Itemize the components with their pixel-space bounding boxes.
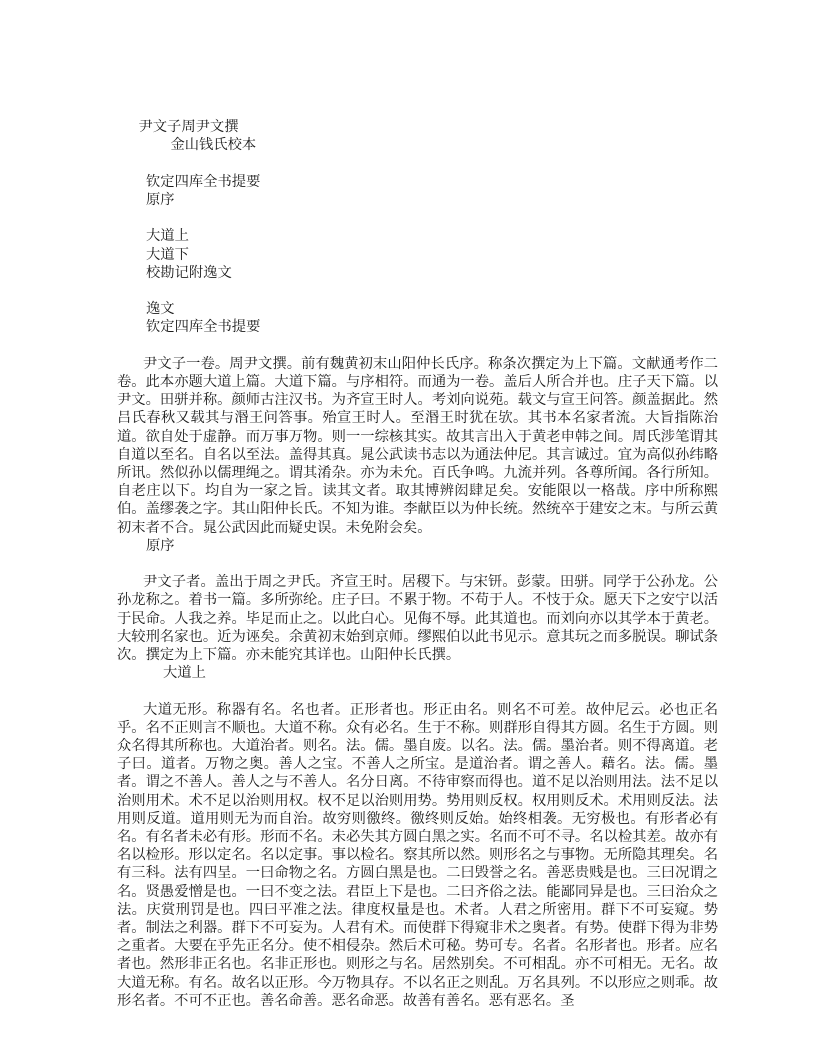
title-line	[117, 100, 718, 173]
toc-item-yiwen: 逸文	[146, 301, 175, 318]
heading-siku-tiyao: 钦定四库全书提要	[146, 173, 261, 190]
blank-line	[117, 555, 718, 573]
paragraph-dadao-shang: 大道无形。称器有名。名也者。正形者也。形正由名。则名不可差。故仲尼云。必也正名乎。名不正则言不顺也。大道不称。众有必名。生于不称。则群形自得其方圆。名生于方圆。则众名得其所称也。大道治者。则名。法。儒。墨自废。以名。法。儒。墨治者。则不得离道。老子曰。道者。万物之奥。善人之宝。不善人之所宝。是道治者。谓之善人。藉名。法。儒。墨者。谓之不善人。善人之与不善人。名分日离。不待审察而得也。道不足以治则用法。法不足以治则用术。术不足以治则用权。权不足以治则用势。势用则反权。权用则反术。术用则反法。法用则反道。道用则无为而自治。故穷则徼终。徼终则反始。始终相袭。无穷极也。有形者必有名。有名者未必有形。形而不名。未必失其方圆白黑之实。名而不可不寻。名以检其差。故亦有名以检形。形以定名。名以定事。事以检名。察其所以然。则形名之与事物。无所隐其理矣。名有三科。法有四呈。一曰命物之名。方圆白黑是也。二曰毁誉之名。善恶贵贱是也。三曰况谓之名。贤愚爱憎是也。一曰不变之法。君臣上下是也。二曰齐俗之法。能鄙同异是也。三曰治众之法。庆赏刑罚是也。四曰平准之法。律度权量是也。术者。人君之所密用。群下不可妄窥。势者。制法之利器。群下不可妄为。人君有术。而使群下得窥非术之奥者。有势。使群下得为非势之重者。大要在乎先正名分。使不相侵杂。然后术可秘。势可专。名者。名形者也。形者。应名者也。然形非正名也。名非正形也。则形之与名。居然别矣。不可相乱。亦不可相无。无名。故大道无称。有名。故名以正形。今万物具存。不以名正之则乱。万名具列。不以形应之则乖。故形名者。不可不正也。善名命善。恶名命恶。故善有善名。恶有恶名。圣	[117, 701, 718, 1009]
section-heading-dadao-shang: 大道上	[163, 665, 206, 682]
toc-item-siku-tiyao: 钦定四库全书提要	[146, 319, 261, 336]
blank-line	[117, 209, 718, 227]
section-heading-yuanxu: 原序	[146, 537, 175, 554]
book-title: 尹文子周尹文撰	[138, 119, 239, 136]
blank-line	[117, 682, 718, 700]
blank-line	[117, 337, 718, 355]
heading-yuanxu: 原序	[146, 192, 175, 209]
toc-item-jiaokanji: 校勘记附逸文	[146, 264, 232, 281]
edition-label: 金山钱氏校本	[170, 137, 257, 154]
toc-item-dadao-xia: 大道下	[146, 246, 189, 263]
paragraph-yuanxu: 尹文子者。盖出于周之尹氏。齐宣王时。居稷下。与宋钘。彭蒙。田骈。同学于公孙龙。公孙龙称之。着书一篇。多所弥纶。庄子曰。不累于物。不苟于人。不忮于众。愿天下之安宁以活于民命。人我之养。毕足而止之。以此白心。见侮不辱。此其道也。而刘向亦以其学本于黄老。大较刑名家也。近为诬矣。余黄初末始到京师。缪熙伯以此书见示。意其玩之而多脱误。聊试条次。撰定为上下篇。亦未能究其详也。山阳仲长氏撰。	[117, 574, 718, 664]
blank-line	[117, 282, 718, 300]
paragraph-siku-tiyao: 尹文子一卷。周尹文撰。前有魏黄初末山阳仲长氏序。称条次撰定为上下篇。文献通考作二卷。此本亦题大道上篇。大道下篇。与序相符。而通为一卷。盖后人所合并也。庄子天下篇。以尹文。田骈并称。颜师古注汉书。为齐宣王时人。考刘向说苑。载文与宣王问答。颜盖据此。然吕氏春秋又载其与湣王问答事。殆宣王时人。至湣王时犹在欤。其书本名家者流。大旨指陈治道。欲自处于虚静。而万事万物。则一一综核其实。故其言出入于黄老申韩之间。周氏涉笔谓其自道以至名。自名以至法。盖得其真。晁公武读书志以为通法仲尼。其言诚过。宜为高似孙纬略所讯。然似孙以儒理绳之。谓其淆杂。亦为未允。百氏争鸣。九流并列。各尊所闻。各行所知。自老庄以下。均自为一家之旨。读其文者。取其博辨闳肆足矣。安能限以一格哉。序中所称熙伯。盖缪袭之字。其山阳仲长氏。不知为谁。李献臣以为仲长统。然统卒于建安之末。与所云黄初末者不合。晁公武因此而疑史误。未免附会矣。	[117, 355, 718, 536]
text-block	[117, 100, 718, 1010]
toc-item-dadao-shang: 大道上	[146, 228, 189, 245]
